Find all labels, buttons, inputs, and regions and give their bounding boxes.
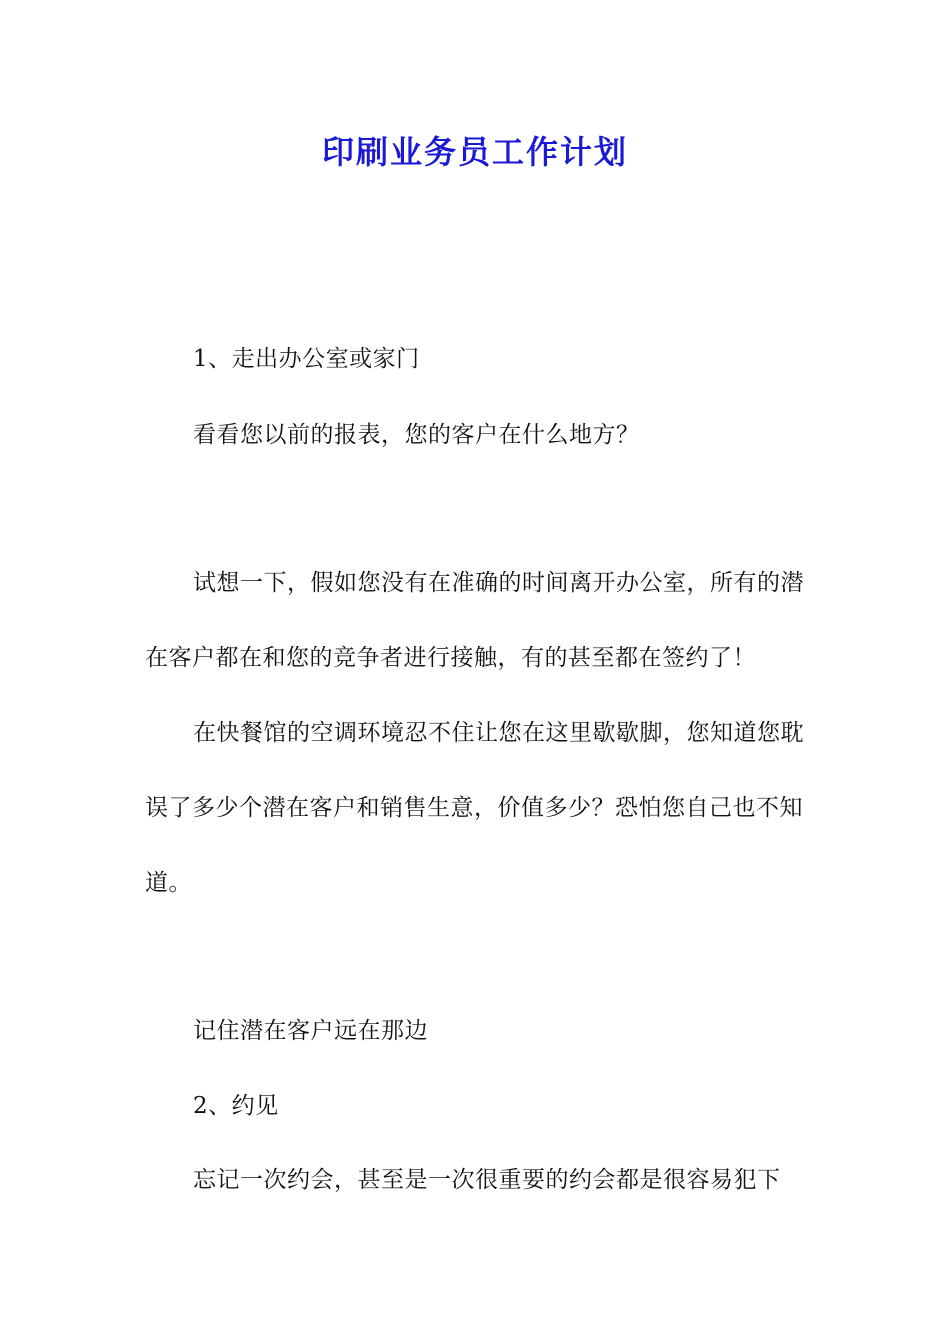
paragraph-section-1-heading: 1、走出办公室或家门 — [193, 346, 420, 372]
paragraph-imagine: 试想一下，假如您没有在准确的时间离开办公室，所有的潜在客户都在和您的竞争者进行接触，有的甚至都在签约了！ — [145, 570, 804, 671]
document-title: 印刷业务员工作计划 — [321, 133, 628, 171]
paragraph-look-at-reports: 看看您以前的报表，您的客户在什么地方？ — [193, 422, 640, 448]
paragraph-fast-food: 在快餐馆的空调环境忍不住让您在这里歇歇脚，您知道您耽误了多少个潜在客户和销售生意，价值多少？恐怕您自己也不知道。 — [145, 720, 804, 896]
paragraph-section-2-heading: 2、约见 — [193, 1093, 279, 1119]
paragraph-forget-appointment: 忘记一次约会，甚至是一次很重要的约会都是很容易犯下 — [193, 1167, 781, 1193]
paragraph-remember-clients: 记住潜在客户远在那边 — [193, 1018, 428, 1044]
